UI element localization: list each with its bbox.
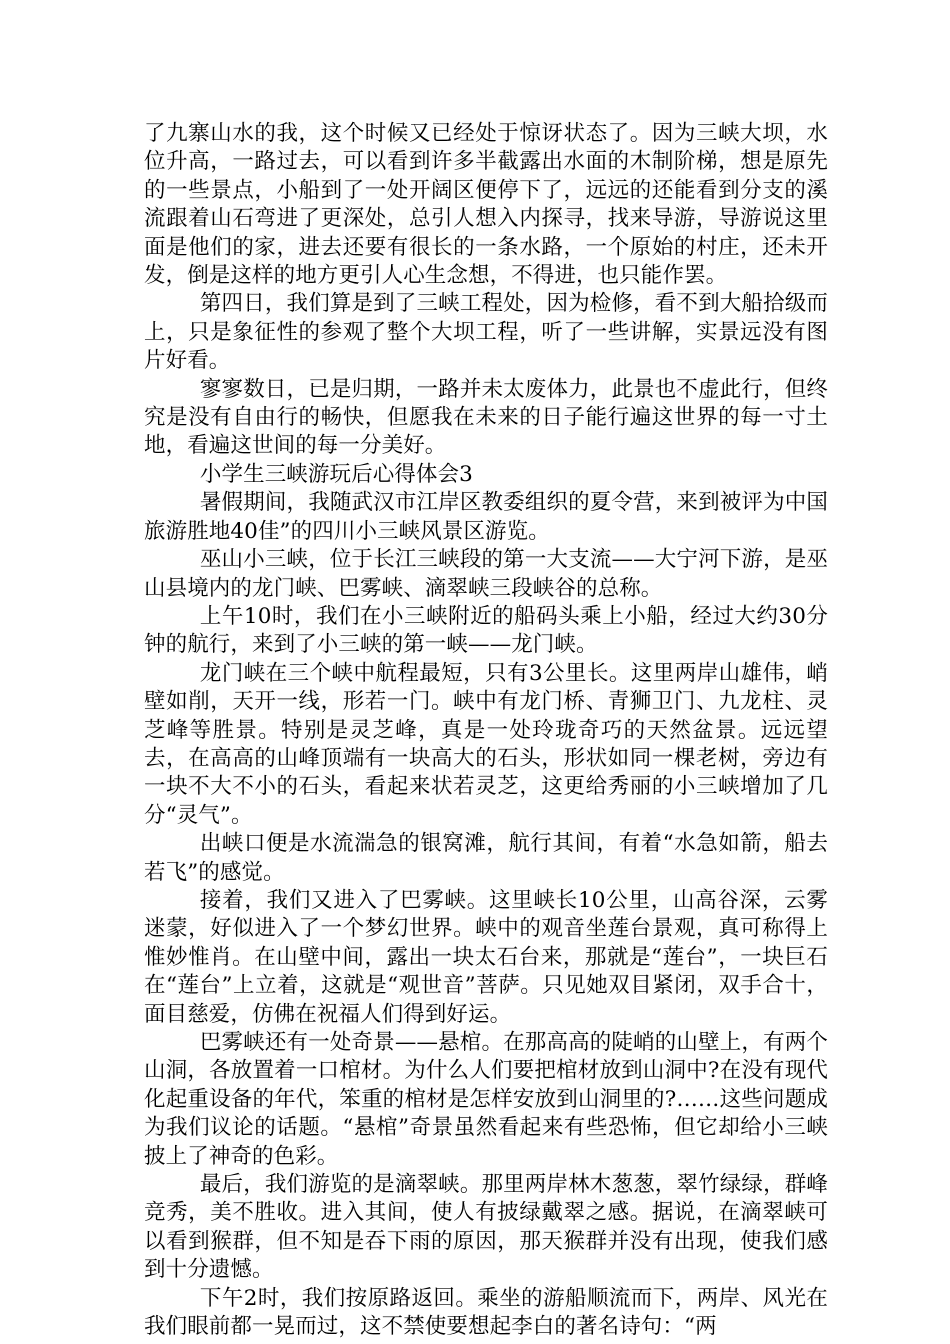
paragraph-4: 暑假期间，我随武汉市江岸区教委组织的夏令营，来到被评为中国旅游胜地40佳”的四川小三峡风景区游览。 [144,490,828,544]
paragraph-8: 出峡口便是水流湍急的银窝滩，航行其间，有着“水急如箭，船去若飞”的感觉。 [144,831,828,885]
paragraph-10: 巴雾峡还有一处奇景——悬棺。在那高高的陡峭的山壁上，有两个山洞，各放置着一口棺材。为什么人们要把棺材放到山洞中?在没有现代化起重设备的年代，笨重的棺材是怎样安放到山洞里的?……这些问题成为我们议论的话题。“悬棺”奇景虽然看起来有些恐怖，但它却给小三峡披上了神奇的色彩。 [144,1030,828,1169]
paragraph-2: 第四日，我们算是到了三峡工程处，因为检修，看不到大船拾级而上，只是象征性的参观了整个大坝工程，听了一些讲解，实景远没有图片好看。 [144,291,828,374]
paragraph-12: 下午2时，我们按原路返回。乘坐的游船顺流而下，两岸、风光在我们眼前都一晃而过，这不禁使要想起李白的著名诗句：“两 [144,1285,828,1340]
section-heading: 小学生三峡游玩后心得体会3 [199,461,473,487]
paragraph-11: 最后，我们游览的是滴翠峡。那里两岸林木葱葱，翠竹绿绿，群峰竞秀，美不胜收。进入其间，使人有披绿戴翠之感。据说，在滴翠峡可以看到猴群，但不知是吞下雨的原因，那天猴群并没有出现，使我们感到十分遗憾。 [144,1172,828,1283]
paragraph-9: 接着，我们又进入了巴雾峡。这里峡长10公里，山高谷深，云雾迷蒙，好似进入了一个梦幻世界。峡中的观音坐莲台景观，真可称得上惟妙惟肖。在山壁中间，露出一块太石台来，那就是“莲台”，一块巨石在“莲台”上立着，这就是“观世音”菩萨。只见她双目紧闭，双手合十，面目慈爱，仿佛在祝福人们得到好运。 [144,887,828,1027]
paragraph-1: 了九寨山水的我，这个时候又已经处于惊讶状态了。因为三峡大坝，水位升高，一路过去，可以看到许多半截露出水面的木制阶梯，想是原先的一些景点，小船到了一处开阔区便停下了，远远的还能看到分支的溪流跟着山石弯进了更深处，总引人想入内探寻，找来导游，导游说这里面是他们的家，进去还要有很长的一条水路，一个原始的村庄，还未开发，倒是这样的地方更引人心生念想，不得进，也只能作罢。 [144,121,828,289]
paragraph-7: 龙门峡在三个峡中航程最短，只有3公里长。这里两岸山雄伟，峭壁如削，天开一线，形若一门。峡中有龙门桥、青狮卫门、九龙柱、灵芝峰等胜景。特别是灵芝峰，真是一处玲珑奇巧的天然盆景。远远望去，在高高的山峰顶端有一块高大的石头，形状如同一棵老树，旁边有一块不大不小的石头，看起来状若灵芝，这更给秀丽的小三峡增加了几分“灵气”。 [144,660,828,828]
paragraph-6: 上午10时，我们在小三峡附近的船码头乘上小船，经过大约30分钟的航行，来到了小三峡的第一峡——龙门峡。 [144,603,828,658]
paragraph-3: 寥寥数日，已是归期，一路并未太废体力，此景也不虚此行，但终究是没有自由行的畅快，但愿我在未来的日子能行遍这世界的每一寸土地，看遍这世间的每一分美好。 [144,376,828,459]
paragraph-5: 巫山小三峡，位于长江三峡段的第一大支流——大宁河下游，是巫山县境内的龙门峡、巴雾峡、滴翠峡三段峡谷的总称。 [144,547,828,601]
document-page [144,120,828,1341]
